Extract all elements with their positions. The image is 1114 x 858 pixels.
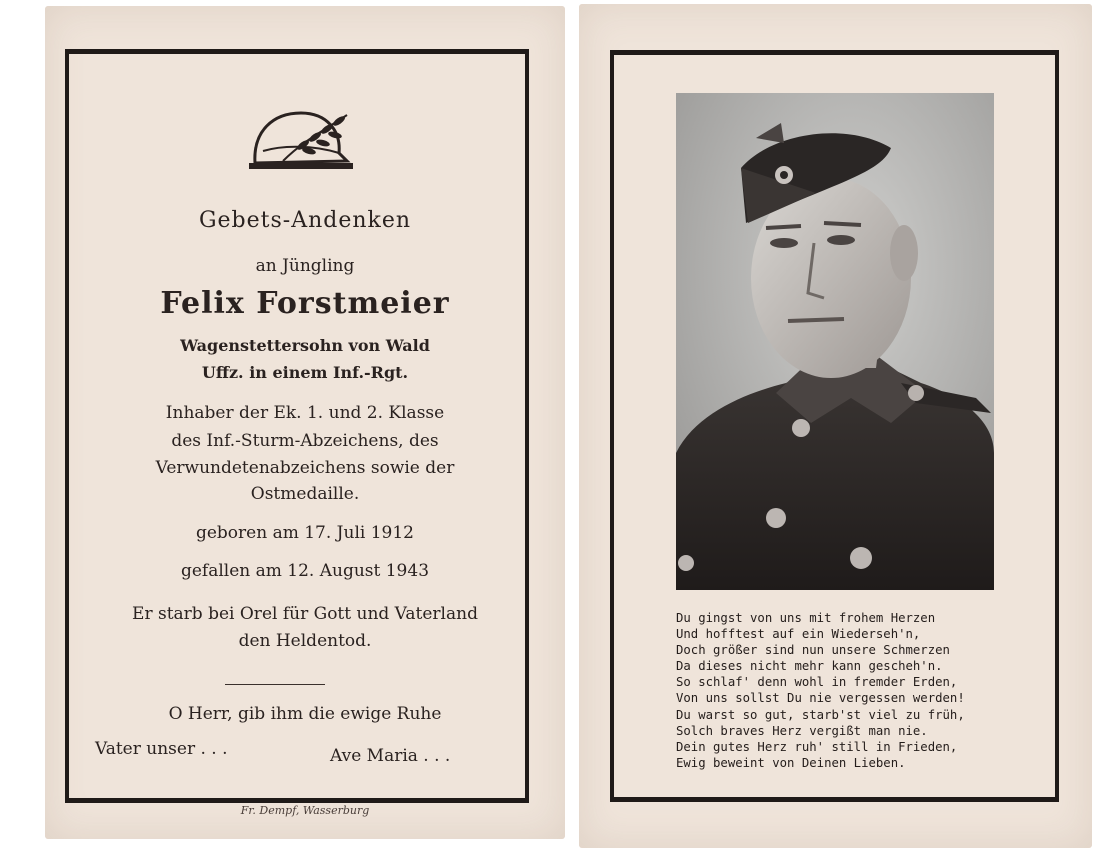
poem-line: Du gingst von uns mit frohem Herzen (676, 611, 936, 625)
poem-line: Dein gutes Herz ruh' still in Frieden, (676, 739, 958, 754)
intro-text: an Jüngling (255, 256, 355, 276)
poem-line: Ewig beweint von Deinen Lieben. (676, 755, 906, 770)
death-line: Er starb bei Orel für Gott und Vaterland (132, 604, 478, 624)
prayer-text: O Herr, gib ihm die ewige Ruhe (168, 704, 442, 724)
memorial-poem (676, 610, 1006, 771)
honors-line: Ostmedaille. (250, 484, 360, 504)
soldier-portrait-photo (676, 93, 994, 590)
honors-line: Verwundetenabzeichens sowie der (155, 458, 455, 478)
divider-line (225, 684, 325, 685)
deceased-name: Felix Forstmeier (160, 286, 450, 321)
card-title: Gebets-Andenken (198, 208, 412, 233)
printer-credit: Fr. Dempf, Wasserburg (240, 804, 370, 817)
memorial-card-back (579, 4, 1092, 848)
poem-line: Und hofftest auf ein Wiederseh'n, (676, 627, 921, 642)
subtitle-rank: Uffz. in einem Inf.-Rgt. (201, 363, 409, 382)
death-line: den Heldentod. (238, 631, 372, 651)
helmet-laurel-icon (243, 101, 363, 177)
poem-line: Du warst so gut, starb'st viel zu früh, (676, 707, 965, 722)
poem-line: Solch braves Herz vergißt man nie. (676, 723, 928, 738)
memorial-card-front (45, 6, 565, 839)
poem-line: Von uns sollst Du nie vergessen werden! (676, 691, 965, 706)
subtitle-origin: Wagenstettersohn von Wald (180, 336, 430, 355)
death-date: gefallen am 12. August 1943 (180, 561, 430, 581)
prayer-ave-maria: Ave Maria . . . (330, 746, 451, 766)
prayer-our-father: Vater unser . . . (95, 739, 228, 759)
honors-line: Inhaber der Ek. 1. und 2. Klasse (165, 403, 445, 423)
honors-line: des Inf.-Sturm-Abzeichens, des (171, 431, 439, 451)
birth-date: geboren am 17. Juli 1912 (195, 523, 414, 543)
poem-line: So schlaf' denn wohl in fremder Erden, (676, 675, 958, 690)
poem-line: Da dieses nicht mehr kann gescheh'n. (676, 659, 943, 674)
portrait-illustration (676, 93, 994, 590)
poem-line: Doch größer sind nun unsere Schmerzen (676, 643, 950, 658)
